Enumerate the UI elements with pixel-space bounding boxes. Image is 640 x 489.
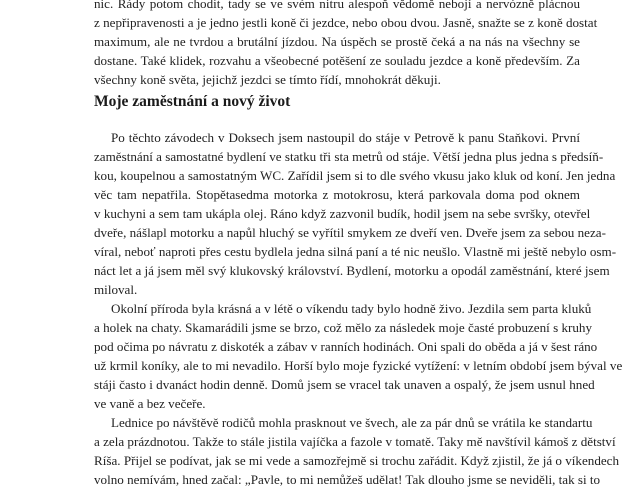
text-line: náct let a já jsem měl svý klukovský království. Bydlení, motorku a opodál zaměstnání, které jsem bbox=[94, 263, 610, 278]
text-line: dostane. Také klidek, rozvahu a všeobecné potěšení ze souladu jezdce a koně především. Za bbox=[94, 53, 580, 68]
text-line: a holek na chaty. Skamarádili jsme se brzo, což mělo za následek moje časté probuzení s kruhy bbox=[94, 320, 592, 335]
paragraph-2 bbox=[94, 299, 623, 413]
text-line: Ríša. Přijel se podívat, jak se mi vede a samozřejmě si trochu zařádit. Když zjistil, že já o víkendech bbox=[94, 453, 620, 468]
text-line: Po těchto závodech v Doksech jsem nastoupil do stáje v Petrově k panu Staňkovi. První bbox=[111, 130, 580, 145]
text-line: kou, koupelnou a samostatným WC. Zařídil jsem si to dle svého vkusu jako kluk od koní. Jen jedna bbox=[94, 168, 616, 183]
text-line: věc tam nepatřila. Stopětasedma motorka z motokrosu, která parkovala doma pod oknem bbox=[94, 187, 580, 202]
paragraph-3 bbox=[94, 413, 620, 489]
text-line: všechny koně světa, jejichž jezdci se tímto řídí, mnohokrát děkuji. bbox=[94, 72, 441, 87]
text-line: stáji často i dvanáct hodin denně. Domů jsem se vracel tak unaven a ospalý, že jsem usnul hned bbox=[94, 377, 595, 392]
text-line: ve vaně a bez večeře. bbox=[94, 396, 206, 411]
text-line: pod očima po návratu z diskoték a zábav v ranních hodinách. Oni spali do oběda a já v šest ráno bbox=[94, 339, 598, 354]
text-line: volno nemívám, hned začal: „Pavle, to mi nemůžeš udělat! Tak dlouho jsme se neviděli, tak si to bbox=[94, 472, 601, 487]
text-line: zaměstnání a samostatné bydlení ve statku tři sta metrů od stáje. Větší jedna plus jedna s předsíň- bbox=[94, 149, 604, 164]
text-line: Lednice po návštěvě rodičů mohla prasknout ve švech, ale za pár dnů se vrátila ke standartu bbox=[111, 415, 593, 430]
text-line: víral, neboť naproti přes cestu bydlela jedna silná paní a té nic neušlo. Vlastně mi ještě nebylo osm- bbox=[94, 244, 617, 259]
text-line: už krmil koníky, ale to mi nevadilo. Horší bylo moje fyzické vytížení: v letním období jsem býval ve bbox=[94, 358, 623, 373]
text-line: v kuchyni a sem tam ukápla olej. Ráno když zazvonil budík, hodil jsem na sebe svršky, otevřel bbox=[94, 206, 591, 221]
text-line: dveře, nášlapl motorku a napůl hluchý se vyřítil smykem ze dveří ven. Dveře jsem za sebou neza- bbox=[94, 225, 606, 240]
intro-paragraph bbox=[94, 0, 598, 89]
text-line: z nepřipravenosti a je jedno jestli koně či jezdce, nebo obou dvou. Jasně, snažte se z koně dostat bbox=[94, 15, 598, 30]
text-line: Okolní příroda byla krásná a v létě o víkendu tady bylo hodně živo. Jezdila sem parta kluků bbox=[111, 301, 592, 316]
text-line: miloval. bbox=[94, 282, 138, 297]
text-line: nic. Rády potom chodit, tady se ve svém nitru alespoň vědomě nebojí a nervózně plácnou bbox=[94, 0, 580, 11]
text-line: a zela prázdnotou. Takže to stále jistila vajíčka a fazole v tomatě. Taky mě navštívil kámoš z dětství bbox=[94, 434, 616, 449]
text-line: maximum, ale ne tvrdou a brutální jízdou. Na úspěch se prostě čeká a na nás na všechny se bbox=[94, 34, 580, 49]
paragraph-1 bbox=[94, 128, 617, 299]
section-heading: Moje zaměstnání a nový život bbox=[94, 93, 291, 110]
